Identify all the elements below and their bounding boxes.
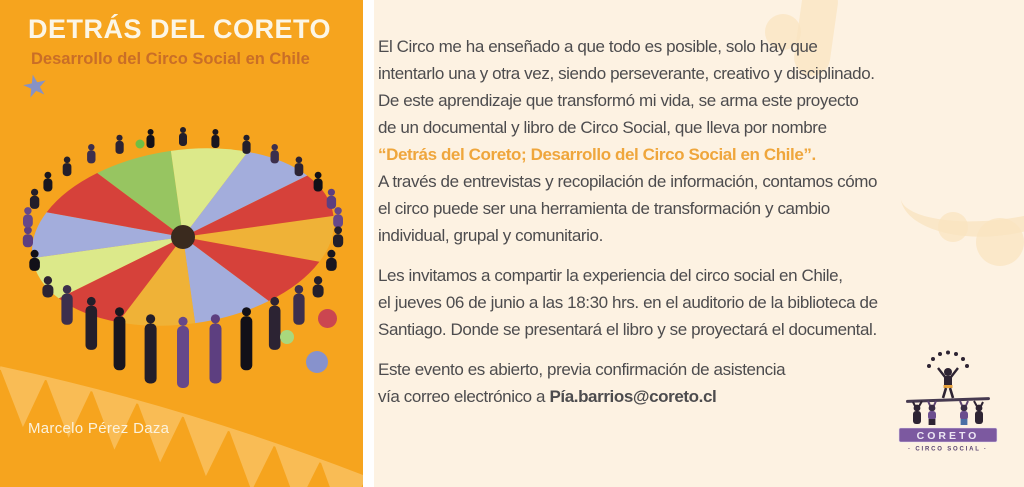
text-line: el circo puede ser una herramienta de transformación y cambio: [378, 199, 830, 218]
text-line: intentarlo una y otra vez, siendo perseverante, creativo y disciplinado.: [378, 64, 875, 83]
juggler-icon: [938, 368, 958, 398]
flyer-subtitle: Desarrollo del Circo Social en Chile: [31, 50, 310, 68]
bunting-garland: [0, 330, 363, 487]
text-line: Les invitamos a compartir la experiencia del circo social en Chile,: [378, 266, 843, 285]
left-panel: [0, 0, 363, 487]
star-icon: ★: [18, 67, 52, 106]
red-dot-decoration: [318, 309, 337, 328]
watermark-blob: [976, 218, 1024, 266]
flyer-title: DETRÁS DEL CORETO: [28, 14, 332, 44]
text-line: Este evento es abierto, previa confirmación de asistencia: [378, 360, 786, 379]
text-line: El Circo me ha enseñado a que todo es posible, solo hay que: [378, 37, 818, 56]
bar-holders-icon: [913, 401, 983, 425]
panel-divider: [363, 0, 374, 487]
contact-prefix: vía correo electrónico a: [378, 387, 550, 406]
contact-line: [378, 383, 978, 410]
text-line: de un documental y libro de Circo Social, que lleva por nombre: [378, 118, 827, 137]
coreto-logo: [893, 350, 1003, 468]
logo-name: CORETO: [916, 429, 980, 442]
text-line: De este aprendizaje que transformó mi vida, se arma este proyecto: [378, 91, 859, 110]
closing-paragraph: [378, 356, 978, 410]
text-line: individual, grupal y comunitario.: [378, 226, 603, 245]
project-title-line: “Detrás del Coreto; Desarrollo del Circo Social en Chile”.: [378, 145, 816, 164]
text-line: el jueves 06 de junio a las 18:30 hrs. en el auditorio de la biblioteca de: [378, 293, 878, 312]
juggling-balls-icon: [927, 351, 969, 369]
text-line: A través de entrevistas y recopilación de información, contamos cómo: [378, 172, 878, 191]
body-text: [378, 33, 978, 423]
text-line: Santiago. Donde se presentará el libro y se proyectará el documental.: [378, 320, 877, 339]
contact-email: Pía.barrios@coreto.cl: [549, 387, 717, 406]
acrobat-bar: [906, 397, 990, 403]
intro-paragraph: [378, 33, 978, 249]
author-name: Marcelo Pérez Daza: [28, 420, 170, 437]
invitation-paragraph: [378, 262, 978, 343]
logo-tagline: · CIRCO SOCIAL ·: [908, 446, 988, 453]
